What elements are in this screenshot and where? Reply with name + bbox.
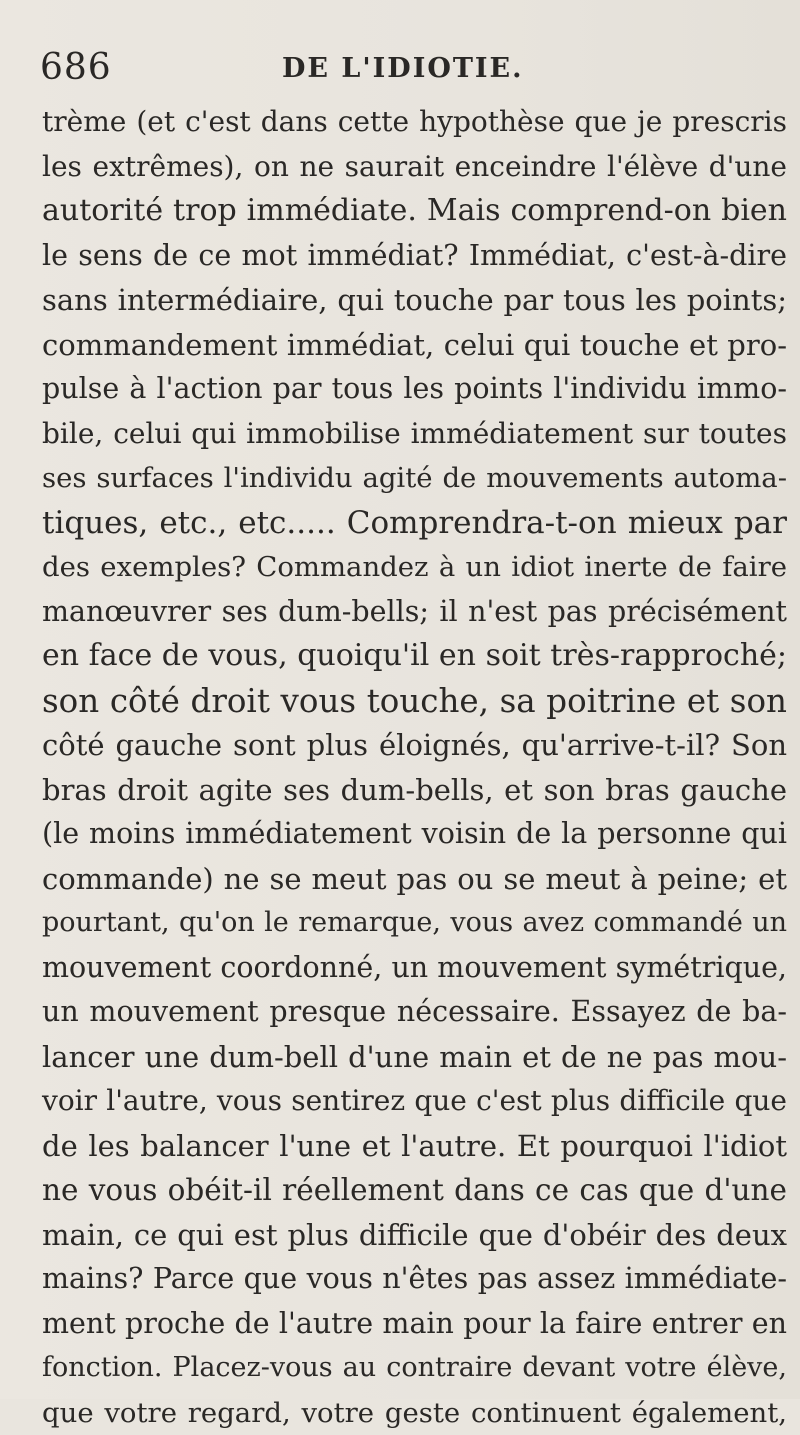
page-number: 686	[40, 48, 112, 88]
body-text	[42, 100, 787, 1435]
text-line: tiques, etc., etc..... Comprendra-t-on mieux par	[42, 501, 787, 546]
text-line: de les balancer l'une et l'autre. Et pourquoi l'idiot	[42, 1124, 787, 1169]
running-title: DE L'IDIOTIE.	[282, 53, 524, 85]
text-line: bras droit agite ses dum-bells, et son bras gauche	[42, 768, 787, 813]
text-line: des exemples? Commandez à un idiot inerte de faire	[42, 545, 787, 590]
text-line: pourtant, qu'on le remarque, vous avez commandé un	[42, 901, 787, 946]
running-head	[40, 48, 780, 88]
text-line: main, ce qui est plus difficile que d'obéir des deux	[42, 1213, 787, 1258]
text-line: sans intermédiaire, qui touche par tous les points;	[42, 278, 787, 323]
text-line: en face de vous, quoiqu'il en soit très-rapproché;	[42, 634, 787, 679]
text-line: lancer une dum-bell d'une main et de ne pas mou-	[42, 1035, 787, 1080]
text-line: les extrêmes), on ne saurait enceindre l'élève d'une	[42, 145, 787, 190]
text-line: ment proche de l'autre main pour la faire entrer en	[42, 1302, 787, 1347]
text-line: pulse à l'action par tous les points l'individu immo-	[42, 367, 787, 412]
text-line: côté gauche sont plus éloignés, qu'arrive-t-il? Son	[42, 723, 787, 768]
text-line: commandement immédiat, celui qui touche et pro-	[42, 323, 787, 368]
text-line: voir l'autre, vous sentirez que c'est plus difficile que	[42, 1079, 787, 1124]
text-line: trème (et c'est dans cette hypothèse que je prescris	[42, 100, 787, 145]
text-line: son côté droit vous touche, sa poitrine et son	[42, 679, 787, 724]
text-line: manœuvrer ses dum-bells; il n'est pas précisément	[42, 590, 787, 635]
text-line: (le moins immédiatement voisin de la personne qui	[42, 812, 787, 857]
text-line: le sens de ce mot immédiat? Immédiat, c'est-à-dire	[42, 234, 787, 279]
text-line: ses surfaces l'individu agité de mouvements automa-	[42, 456, 787, 501]
text-line: mouvement coordonné, un mouvement symétrique,	[42, 946, 787, 991]
text-line: fonction. Placez-vous au contraire devant votre élève,	[42, 1346, 787, 1391]
text-line: que votre regard, votre geste continuent également,	[42, 1391, 787, 1435]
text-line: bile, celui qui immobilise immédiatement sur toutes	[42, 412, 787, 457]
text-line: mains? Parce que vous n'êtes pas assez immédiate-	[42, 1257, 787, 1302]
text-line: autorité trop immédiate. Mais comprend-on bien	[42, 189, 787, 234]
text-line: un mouvement presque nécessaire. Essayez de ba-	[42, 990, 787, 1035]
text-line: commande) ne se meut pas ou se meut à peine; et	[42, 857, 787, 902]
text-line: ne vous obéit-il réellement dans ce cas que d'une	[42, 1168, 787, 1213]
